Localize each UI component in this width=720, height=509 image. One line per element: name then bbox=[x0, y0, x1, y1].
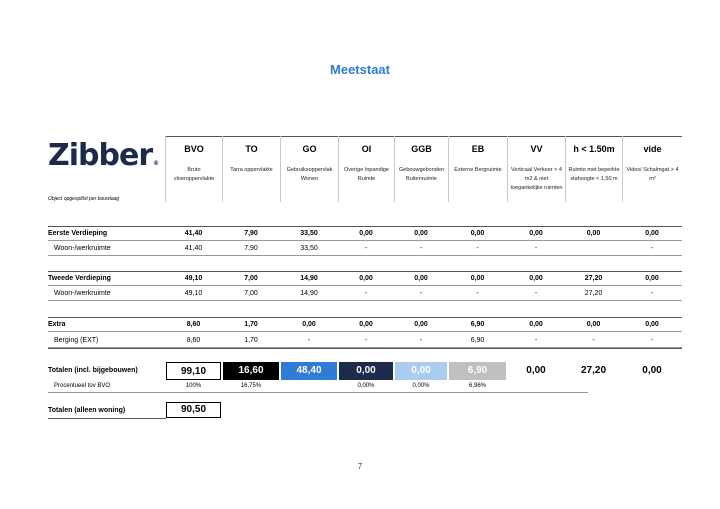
table-cell: 33,50 bbox=[300, 230, 318, 237]
table-cell: 6,90 bbox=[470, 321, 485, 328]
percent-cell: 0,00% bbox=[412, 383, 430, 389]
logo-text: Zibber bbox=[48, 138, 153, 173]
table-cell: 7,00 bbox=[244, 290, 258, 297]
house-total-label: Totalen (alleen woning) bbox=[48, 407, 126, 414]
column-description: Gebouwgebonden Buitenruimte bbox=[399, 167, 444, 182]
table-cell: 27,20 bbox=[584, 290, 603, 297]
table-cell: - bbox=[476, 290, 479, 297]
column-code: BVO bbox=[184, 144, 204, 154]
column-code: h < 1.50m bbox=[573, 144, 615, 154]
column-description: Verticaal Verkeer > 4 m2 & niet toegankelijke ruimten bbox=[510, 167, 563, 191]
column-header-go bbox=[280, 136, 338, 202]
table-cell: 0,00 bbox=[302, 321, 316, 328]
column-code: EB bbox=[471, 144, 485, 154]
table-cell: - bbox=[419, 337, 423, 344]
table-cell: - bbox=[534, 337, 538, 344]
column-header-oi bbox=[338, 136, 394, 202]
table-cell: - bbox=[307, 337, 311, 344]
table-cell: 0,00 bbox=[414, 321, 428, 328]
table-cell: 41,40 bbox=[184, 230, 203, 237]
column-code: VV bbox=[530, 144, 543, 154]
totals-cell-ggb: 0,00 bbox=[395, 362, 447, 380]
zibber-logo bbox=[48, 136, 158, 176]
totals-cell-bvo: 99,10 bbox=[166, 362, 221, 380]
table-cell: 0,00 bbox=[586, 321, 601, 328]
column-header-bvo bbox=[165, 136, 222, 202]
table-cell: 0,00 bbox=[645, 275, 659, 282]
column-description: Overige Inpandige Ruimte bbox=[344, 167, 389, 182]
totals-cell-h-1-50m: 27,20 bbox=[580, 365, 607, 376]
table-cell: - bbox=[534, 245, 538, 252]
row-label: Woon-/werkruimte bbox=[54, 290, 111, 297]
column-code: vide bbox=[643, 144, 662, 154]
logo-subtitle: Object opgesplitst per bouwlaag bbox=[48, 196, 120, 202]
table-cell: 49,10 bbox=[184, 275, 203, 282]
table-cell: 0,00 bbox=[645, 230, 659, 237]
percent-label: Procentueel tov BVO bbox=[54, 383, 111, 389]
row-label: Tweede Verdieping bbox=[48, 275, 111, 282]
table-cell: - bbox=[650, 245, 654, 252]
table-cell: 27,20 bbox=[584, 275, 603, 282]
table-cell: 7,00 bbox=[244, 275, 258, 282]
totals-cell-vv: 0,00 bbox=[526, 365, 546, 376]
house-total-value: 90,50 bbox=[166, 402, 221, 418]
table-cell: 0,00 bbox=[359, 230, 373, 237]
table-cell: - bbox=[419, 245, 423, 252]
table-cell: - bbox=[476, 245, 479, 252]
table-cell: 33,50 bbox=[300, 245, 318, 252]
logo-registered-mark: ® bbox=[153, 160, 160, 167]
percent-separator bbox=[48, 392, 588, 393]
table-cell bbox=[565, 242, 622, 256]
column-code: TO bbox=[245, 144, 258, 154]
table-cell: 0,00 bbox=[414, 275, 428, 282]
column-code: GGB bbox=[411, 144, 432, 154]
table-cell: 0,00 bbox=[529, 321, 543, 328]
table-cell: 14,90 bbox=[300, 275, 318, 282]
totals-cell-oi: 0,00 bbox=[339, 362, 393, 380]
row-label: Eerste Verdieping bbox=[48, 230, 108, 237]
table-cell: - bbox=[534, 290, 538, 297]
column-header-to bbox=[222, 136, 280, 202]
table-cell: - bbox=[650, 337, 654, 344]
table-cell: 1,70 bbox=[244, 337, 258, 344]
totals-separator bbox=[48, 348, 682, 349]
column-description: Tarra oppervlakte bbox=[230, 167, 273, 173]
table-cell: - bbox=[364, 290, 368, 297]
table-cell: - bbox=[419, 290, 423, 297]
table-cell: - bbox=[650, 290, 654, 297]
table-cell: 1,70 bbox=[244, 321, 258, 328]
column-header-h-1-50m bbox=[565, 136, 622, 202]
table-cell: 0,00 bbox=[529, 275, 543, 282]
totals-cell-go: 48,40 bbox=[281, 362, 337, 380]
column-header-vv bbox=[507, 136, 565, 202]
table-cell: 7,90 bbox=[244, 245, 258, 252]
row-label: Extra bbox=[48, 321, 66, 328]
totals-cell-eb: 6,90 bbox=[449, 362, 506, 380]
table-cell: 0,00 bbox=[470, 230, 485, 237]
column-description: Externe Bergruimte bbox=[454, 167, 502, 173]
table-cell: 0,00 bbox=[586, 230, 601, 237]
table-cell: 0,00 bbox=[529, 230, 543, 237]
totals-cell-vide: 0,00 bbox=[642, 365, 662, 376]
table-cell: - bbox=[364, 245, 368, 252]
table-cell: - bbox=[592, 337, 595, 344]
table-cell: 0,00 bbox=[414, 230, 428, 237]
percent-cell: 6,96% bbox=[468, 383, 486, 389]
page-title: Meetstaat bbox=[330, 62, 390, 77]
column-code: GO bbox=[302, 144, 317, 154]
table-cell: 14,90 bbox=[300, 290, 318, 297]
column-description: Vides/ Schalmgat > 4 m² bbox=[626, 167, 679, 182]
column-header-eb bbox=[448, 136, 507, 202]
table-cell: 0,00 bbox=[470, 275, 485, 282]
row-label: Woon-/werkruimte bbox=[54, 245, 111, 252]
table-cell: 0,00 bbox=[645, 321, 659, 328]
percent-cell: 0,00% bbox=[357, 383, 375, 389]
column-description: Gebruiksoppervlak Wonen bbox=[286, 167, 333, 182]
totals-label: Totalen (incl. bijgebouwen) bbox=[48, 367, 138, 374]
totals-cell-to: 16,60 bbox=[223, 362, 279, 380]
page-number: 7 bbox=[357, 462, 363, 471]
table-cell: 0,00 bbox=[359, 321, 373, 328]
table-cell: - bbox=[364, 337, 368, 344]
percent-cell: 16,75% bbox=[240, 383, 262, 389]
row-label: Berging (EXT) bbox=[54, 337, 99, 344]
table-cell: 41,40 bbox=[184, 245, 203, 252]
table-cell: 7,90 bbox=[244, 230, 258, 237]
table-cell: 8,60 bbox=[186, 321, 201, 328]
percent-cell: 100% bbox=[185, 383, 202, 389]
column-header-ggb bbox=[394, 136, 448, 202]
table-cell: 49,10 bbox=[184, 290, 203, 297]
table-cell: 0,00 bbox=[359, 275, 373, 282]
house-total-underline bbox=[48, 418, 166, 419]
column-description: Ruimte met beperkte stahoogte < 1,50 m bbox=[568, 167, 620, 182]
column-description: Bruto vloeroppervlakte bbox=[173, 167, 215, 182]
column-header-vide bbox=[622, 136, 682, 202]
table-cell: 6,90 bbox=[470, 337, 485, 344]
table-cell: 8,60 bbox=[186, 337, 201, 344]
column-code: OI bbox=[361, 144, 372, 154]
